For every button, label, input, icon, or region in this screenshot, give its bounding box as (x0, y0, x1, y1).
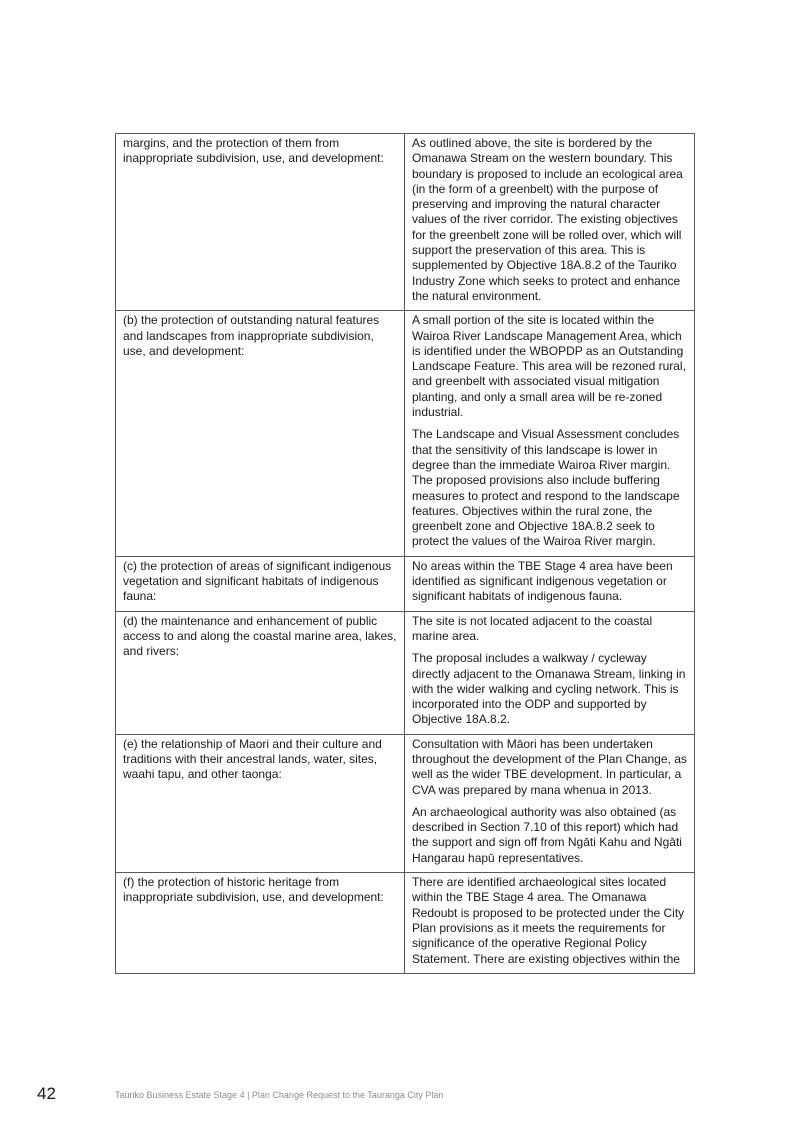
response-cell (405, 611, 695, 734)
response-cell (405, 556, 695, 611)
page-number: 42 (37, 1084, 56, 1103)
matter-cell (116, 134, 405, 311)
response-paragraph: A small portion of the site is located within the Wairoa River Landscape Management Area, which is identified under the WBOPDP as an Outstanding Landscape Feature. This area will be rezoned rural, and greenbelt with associated visual mitigation planting, and only a small area will be re-zoned industrial. (412, 313, 686, 420)
response-paragraph: The proposal includes a walkway / cycleway directly adjacent to the Omanawa Stream, linking in with the wider walking and cycling network. This is incorporated into the ODP and supported by Objective 18A.8.2. (412, 651, 686, 727)
table-row (116, 134, 695, 311)
response-paragraph: As outlined above, the site is bordered by the Omanawa Stream on the western boundary. This boundary is proposed to include an ecological area (in the form of a greenbelt) with the purpose of preserving and improving the natural character values of the river corridor. The existing objectives for the greenbelt zone will be rolled over, which will support the preservation of this area. This is supplemented by Objective 18A.8.2 of the Tauriko Industry Zone which seeks to protect and enhance the natural environment. (412, 136, 683, 303)
matter-cell (116, 556, 405, 611)
matter-text: (b) the protection of outstanding natural features and landscapes from inappropriate subdivision, use, and development: (123, 313, 380, 358)
matter-text: (e) the relationship of Maori and their culture and traditions with their ancestral lands, water, sites, waahi tapu, and other taonga: (123, 736, 382, 782)
response-paragraph: There are identified archaeological sites located within the TBE Stage 4 area. The Omanawa Redoubt is proposed to be protected under the City Plan provisions as it meets the requirements for significance of the operative Regional Policy Statement. There are existing objectives within the (412, 875, 685, 966)
table-row (116, 873, 695, 974)
response-cell (405, 134, 695, 311)
matter-cell (116, 311, 405, 556)
matter-text: (c) the protection of areas of significant indigenous vegetation and significant habitats of indigenous fauna: (123, 558, 392, 604)
footer-document-title: Tauriko Business Estate Stage 4 | Plan Change Request to the Tauranga City Plan (115, 1090, 444, 1100)
response-cell (405, 873, 695, 974)
table-row (116, 611, 695, 734)
response-paragraph: The site is not located adjacent to the coastal marine area. (412, 613, 653, 643)
assessment-table (115, 133, 695, 974)
table-row (116, 311, 695, 556)
matter-text: margins, and the protection of them from inappropriate subdivision, use, and development: (123, 136, 384, 166)
matter-text: (d) the maintenance and enhancement of public access to and along the coastal marine area, lakes, and rivers: (123, 613, 397, 659)
table-row (116, 556, 695, 611)
response-cell (405, 311, 695, 556)
response-paragraph: No areas within the TBE Stage 4 area have been identified as significant indigenous vegetation or significant habitats of indigenous fauna. (412, 558, 673, 604)
matter-text: (f) the protection of historic heritage from inappropriate subdivision, use, and development: (123, 875, 384, 905)
matter-cell (116, 611, 405, 734)
response-paragraph: The Landscape and Visual Assessment concludes that the sensitivity of this landscape is lower in degree than the immediate Wairoa River margin. The proposed provisions also include buffering measures to protect and respond to the landscape features. Objectives within the rural zone, the greenbelt zone and Objective 18A.8.2 seek to protect the values of the Wairoa River margin. (412, 427, 680, 549)
matter-cell (116, 873, 405, 974)
response-paragraph: An archaeological authority was also obtained (as described in Section 7.10 of this report) which had the support and sign off from Ngāti Kahu and Ngāti Hangarau hapū representatives. (412, 804, 682, 865)
table-row (116, 734, 695, 872)
response-cell (405, 734, 695, 872)
response-paragraph: Consultation with Māori has been undertaken throughout the development of the Plan Change, as well as the wider TBE development. In particular, a CVA was prepared by mana whenua in 2013. (412, 736, 687, 797)
matter-cell (116, 734, 405, 872)
